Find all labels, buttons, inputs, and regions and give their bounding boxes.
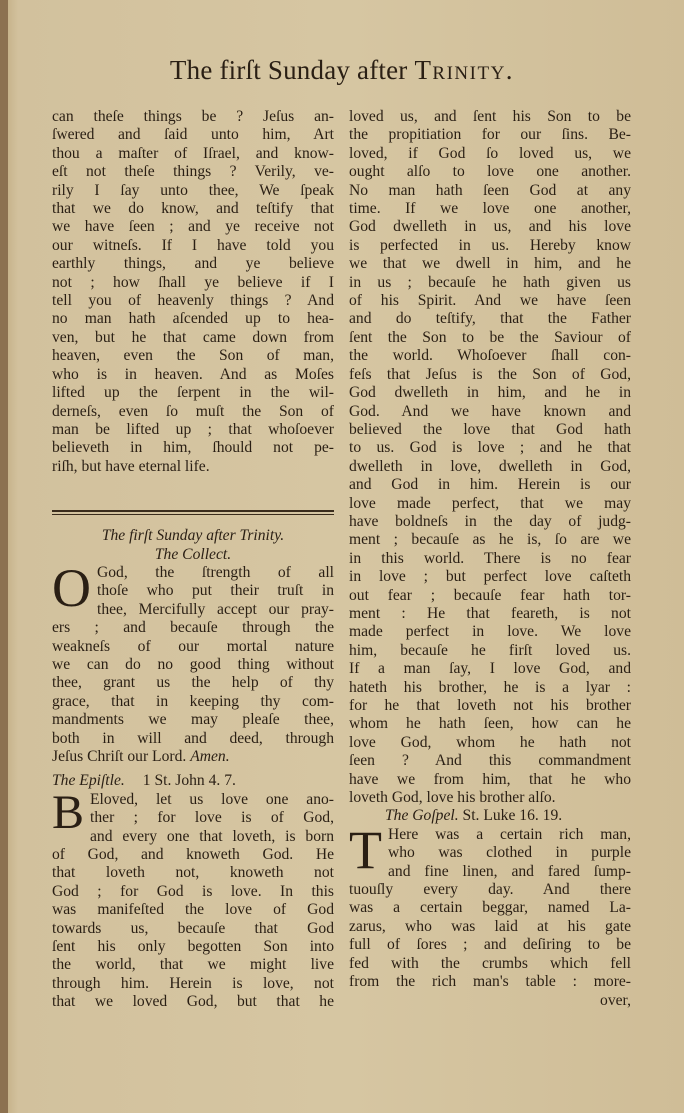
left-column — [52, 108, 334, 1012]
text-line: fed with the crumbs which fell — [349, 954, 631, 972]
text-line: have boldneſs in the day of judg- — [349, 512, 631, 530]
epistle-label: The Epiſtle. — [52, 772, 125, 790]
text-line: full of ſores ; and deſiring to be — [349, 936, 631, 954]
text-line: rily I ſay unto thee, We ſpeak — [52, 181, 334, 199]
gospel-reference: St. Luke 16. 19. — [462, 807, 563, 825]
section-rule-thin — [52, 514, 334, 515]
text-line: zarus, who was laid at his gate — [349, 917, 631, 935]
running-head-trinity: Trinity. — [414, 55, 515, 85]
epistle-continuation — [349, 108, 631, 789]
collect-heading: The Collect. — [154, 545, 232, 563]
text-line: tell you of heavenly things ? And — [52, 292, 334, 310]
epistle-dropcap: B — [52, 785, 85, 839]
text-line: grace, that in keeping thy com- — [52, 692, 334, 710]
catchword: over, — [600, 991, 631, 1009]
text-line: from the rich man's table : more- — [349, 973, 631, 991]
section-title: The firſt Sunday after Trinity. — [101, 527, 285, 545]
text-line: and do teſtify, that the Father — [349, 310, 631, 328]
epistle-paragraph — [52, 785, 334, 1012]
text-line: in us ; becauſe he hath given us — [349, 273, 631, 291]
page-edge — [0, 0, 8, 1113]
text-line: ſent the Son to be the Saviour of — [349, 328, 631, 346]
text-line: through him. Herein is love, not — [52, 974, 334, 992]
text-line: no man hath aſcended up to hea- — [52, 310, 334, 328]
text-line: ſeen ? And this commandment — [349, 752, 631, 770]
text-line: love God, whom he hath not — [349, 733, 631, 751]
text-line: who was clothed in purple — [388, 844, 631, 862]
text-line: thoſe who put their truſt in — [97, 582, 334, 600]
text-line: derneſs, even ſo muſt the Son of — [52, 402, 334, 420]
text-line: can theſe things be ? Jeſus an- — [52, 108, 334, 125]
text-line: God, the ſtrength of all — [97, 563, 334, 581]
text-line: ment ; becauſe as he is, ſo are we — [349, 531, 631, 549]
text-line: out fear ; becauſe fear hath tor- — [349, 586, 631, 604]
text-line: of God, and knoweth God. He — [52, 846, 334, 864]
text-line: that we loved God, but that he — [52, 993, 334, 1011]
gospel-heading — [349, 807, 631, 825]
text-line: to us. God is love ; and he that — [349, 439, 631, 457]
text-line: loved, if God ſo loved us, we — [349, 144, 631, 162]
text-line: weakneſs of our mortal nature — [52, 637, 334, 655]
text-line: God. And we have known and — [349, 402, 631, 420]
section-rule — [52, 510, 334, 512]
text-line: Eloved, let us love one ano- — [90, 790, 334, 808]
gospel-dropcap: T — [349, 819, 382, 880]
text-line: thou a maſter of Iſrael, and know- — [52, 144, 334, 162]
text-line: earthly things, and ye believe — [52, 255, 334, 273]
text-line: the world, that we might live — [52, 956, 334, 974]
text-line: ought alſo to love one another. — [349, 163, 631, 181]
text-line: and God in him. Herein is our — [349, 476, 631, 494]
collect-amen: Amen. — [190, 748, 230, 765]
text-line: ers ; and becauſe through the — [52, 619, 334, 637]
text-line: believed the love that God hath — [349, 420, 631, 438]
text-line: riſh, but have eternal life. — [52, 457, 210, 475]
text-line: him, becauſe he firſt loved us. — [349, 641, 631, 659]
text-line: both in will and deed, through — [52, 729, 334, 747]
text-line: in this world. There is no fear — [349, 549, 631, 567]
text-line: the propitiation for our ſins. Be- — [349, 126, 631, 144]
text-line: who is in heaven. And as Moſes — [52, 365, 334, 383]
epistle-reference: 1 St. John 4. 7. — [142, 772, 236, 790]
text-line: our witneſs. If I have told you — [52, 236, 334, 254]
collect-text — [52, 557, 334, 748]
text-line: made perfect in love. We love — [349, 623, 631, 641]
text-line: heaven, even the Son of man, — [52, 347, 334, 365]
text-line: loved us, and ſent his Son to be — [349, 108, 631, 125]
right-column — [349, 108, 631, 1010]
text-line: and every one that loveth, is born — [90, 827, 334, 845]
text-line: hateth his brother, he is a lyar : — [349, 678, 631, 696]
collect-last: Jeſus Chriſt our Lord. — [52, 748, 187, 765]
text-line: the world. Whoſoever ſhall con- — [349, 347, 631, 365]
text-line: love made perfect, that we may — [349, 494, 631, 512]
text-line: was manifeſted the love of God — [52, 901, 334, 919]
gospel-text — [349, 819, 631, 992]
text-line: ment : He that feareth, is not — [349, 604, 631, 622]
text-line: mandments we may pleaſe thee, — [52, 711, 334, 729]
text-line: we that we dwell in him, and he — [349, 255, 631, 273]
epistle-text — [52, 785, 334, 1012]
text-line: feſs that Jeſus is the Son of God, — [349, 365, 631, 383]
text-line: in love ; but perfect love caſteth — [349, 568, 631, 586]
text-line: ther ; for love is of God, — [90, 809, 334, 827]
text-line: whom he hath ſeen, how can he — [349, 715, 631, 733]
text-line: ſent his only begotten Son into — [52, 938, 334, 956]
text-line: ſwered and ſaid unto him, Art — [52, 126, 334, 144]
text-line: God ; for God is love. In this — [52, 882, 334, 900]
text-line: No man hath ſeen God at any — [349, 181, 631, 199]
epistle-heading — [52, 772, 334, 790]
text-line: If a man ſay, I love God, and — [349, 660, 631, 678]
text-line: dwelleth in love, dwelleth in God, — [349, 457, 631, 475]
text-line: for he that loveth not his brother — [349, 697, 631, 714]
running-head — [0, 55, 684, 86]
text-line: God dwelleth in him, and he in — [349, 384, 631, 402]
gospel-paragraph — [349, 819, 631, 992]
text-line: we have ſeen ; and ye receive not — [52, 218, 334, 236]
text-line: we can do no good thing without — [52, 655, 334, 673]
epistle-last-line: loveth God, love his brother alſo. — [349, 789, 556, 807]
text-line: and fine linen, and fared ſump- — [388, 862, 631, 880]
gospel-continuation — [52, 108, 334, 476]
text-line: man be lifted up ; that whoſoever — [52, 420, 334, 438]
text-line: God dwelleth in us, and his love — [349, 218, 631, 236]
text-line: eſt not theſe things ? Verily, ve- — [52, 163, 334, 181]
running-head-main: The firſt Sunday after — [169, 55, 415, 85]
text-line: believeth in him, ſhould not pe- — [52, 439, 334, 457]
text-line: not ; how ſhall ye believe if I — [52, 273, 334, 291]
text-line: time. If we love one another, — [349, 200, 631, 218]
gospel-label: The Goſpel. — [385, 807, 459, 825]
text-line: Here was a certain rich man, — [388, 825, 631, 843]
text-line: have we from him, that he who — [349, 770, 631, 788]
collect-dropcap: O — [52, 557, 91, 618]
text-line: that we do know, and teſtify that — [52, 200, 334, 218]
text-line: towards us, becauſe that God — [52, 919, 334, 937]
text-line: thee, grant us the help of thy — [52, 674, 334, 692]
text-line: lifted up the ſerpent in the wil- — [52, 384, 334, 402]
text-line: is perfected in us. Hereby know — [349, 236, 631, 254]
collect-paragraph — [52, 557, 334, 766]
text-line: tuouſly every day. And there — [349, 881, 631, 899]
text-line: thee, Mercifully accept our pray- — [97, 600, 334, 618]
text-line: of his Spirit. And we have ſeen — [349, 292, 631, 310]
text-line: was a certain beggar, named La- — [349, 899, 631, 917]
text-line: ven, but he that came down from — [52, 328, 334, 346]
text-line: that loveth not, knoweth not — [52, 864, 334, 882]
collect-last-line — [52, 748, 334, 766]
